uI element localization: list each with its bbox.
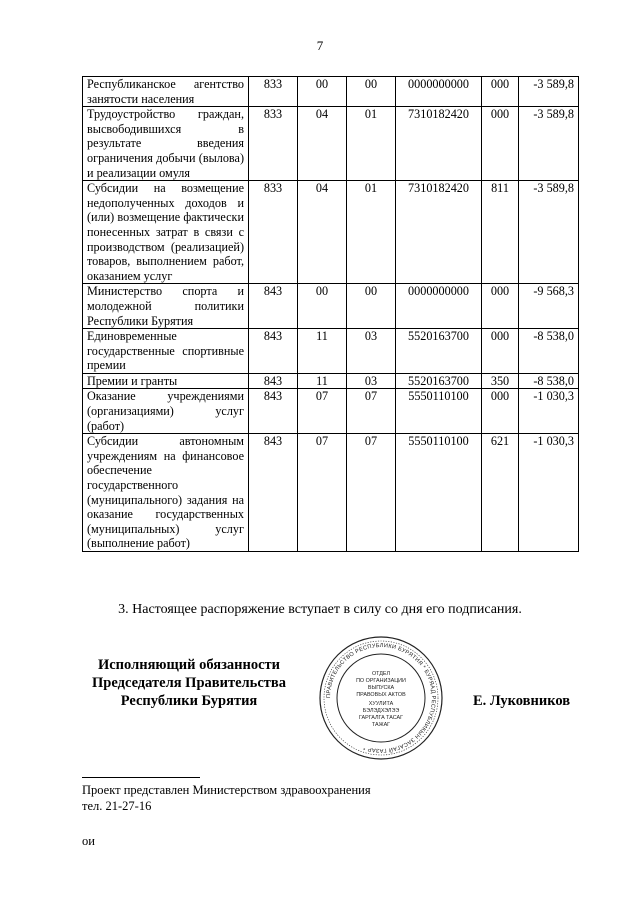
section-code: 04 (298, 181, 347, 284)
target-article-code: 7310182420 (396, 107, 482, 181)
row-name: Субсидии автономным учреждениям на финансовое обеспечение государственного (муниципального) задания на оказание государственных (муниципальных) услуг (выполнение работ) (83, 434, 249, 552)
signatory-title-line: Республики Бурятия (120, 693, 258, 709)
amount: -3 589,8 (519, 77, 579, 107)
table-row (83, 373, 579, 389)
stamp-line: ПО ОРГАНИЗАЦИИ (356, 678, 406, 684)
subsection-code: 01 (347, 181, 396, 284)
expense-type-code: 621 (482, 434, 519, 552)
target-article-code: 5550110100 (396, 434, 482, 552)
row-name: Трудоустройство граждан, высвободившихся в результате введения ограничения добычи (вылова) и реализации омуля (83, 107, 249, 181)
amount: -1 030,3 (519, 389, 579, 434)
amount: -3 589,8 (519, 181, 579, 284)
table-row (83, 284, 579, 329)
target-article-code: 7310182420 (396, 181, 482, 284)
ministry-code: 843 (249, 434, 298, 552)
ministry-code: 843 (249, 389, 298, 434)
footnote-divider (82, 777, 200, 778)
section-code: 04 (298, 107, 347, 181)
signatory-title (72, 656, 306, 710)
subsection-code: 07 (347, 434, 396, 552)
stamp-line: ХУУЛИТА (368, 701, 394, 707)
expense-type-code: 000 (482, 389, 519, 434)
amount: -8 538,0 (519, 329, 579, 374)
amount: -1 030,3 (519, 434, 579, 552)
target-article-code: 5550110100 (396, 389, 482, 434)
row-name: Субсидии на возмещение недополученных доходов и (или) возмещение фактически понесенных затрат в связи с производством (реализацией) товаров, выполнением работ, оказанием услуг (83, 181, 249, 284)
section-code: 11 (298, 373, 347, 389)
footnote (82, 782, 371, 814)
svg-text:ПРАВИТЕЛЬСТВО РЕСПУБЛИКИ БУРЯТ (326, 643, 436, 754)
page-number: 7 (316, 38, 324, 53)
target-article-code: 0000000000 (396, 77, 482, 107)
stamp-line: БЭЛЭДХЭЛЭЭ (362, 708, 400, 714)
stamp-line: ВЫПУСКА (367, 685, 395, 691)
expense-type-code: 000 (482, 329, 519, 374)
signatory-title-line: Исполняющий обязанности (97, 657, 281, 673)
amount: -8 538,0 (519, 373, 579, 389)
stamp-ring-text: ПРАВИТЕЛЬСТВО РЕСПУБЛИКИ БУРЯТИЯ * БУРЯАД РЕСПУБЛИКЫН ЗАСАГАЙ ГАЗАР * (325, 642, 437, 754)
table-row (83, 107, 579, 181)
section-code: 00 (298, 284, 347, 329)
footnote-phone: тел. 21-27-16 (82, 799, 152, 813)
stamp-line: ГАРГАЛГА ТАСАГ (358, 715, 404, 721)
expense-type-code: 811 (482, 181, 519, 284)
expense-type-code: 000 (482, 77, 519, 107)
subsection-code: 00 (347, 77, 396, 107)
section-code: 07 (298, 434, 347, 552)
target-article-code: 0000000000 (396, 284, 482, 329)
ministry-code: 833 (249, 107, 298, 181)
ministry-code: 843 (249, 373, 298, 389)
expense-type-code: 000 (482, 107, 519, 181)
footnote-project: Проект представлен Министерством здравоохранения (82, 783, 371, 797)
ministry-code: 833 (249, 77, 298, 107)
stamp-line: ОТДЕЛ (371, 671, 391, 677)
ministry-code: 833 (249, 181, 298, 284)
row-name: Республиканское агентство занятости населения (83, 77, 249, 107)
table-row (83, 329, 579, 374)
expense-type-code: 000 (482, 284, 519, 329)
stamp-line: ТАЖАГ (371, 722, 391, 728)
table-row (83, 389, 579, 434)
document-code: ои (82, 834, 95, 848)
expense-type-code: 350 (482, 373, 519, 389)
effective-clause: 3. Настоящее распоряжение вступает в силу со дня его подписания. (118, 602, 522, 617)
signer-name: Е. Луковников (473, 693, 571, 709)
section-code: 11 (298, 329, 347, 374)
target-article-code: 5520163700 (396, 329, 482, 374)
row-name: Премии и гранты (83, 373, 249, 389)
row-name: Оказание учреждениями (организациями) услуг (работ) (83, 389, 249, 434)
subsection-code: 00 (347, 284, 396, 329)
table-row (83, 181, 579, 284)
section-code: 00 (298, 77, 347, 107)
budget-table (82, 76, 579, 552)
table-row (83, 434, 579, 552)
ministry-code: 843 (249, 329, 298, 374)
stamp-line: ПРАВОВЫХ АКТОВ (356, 692, 406, 698)
table-row (83, 77, 579, 107)
amount: -9 568,3 (519, 284, 579, 329)
row-name: Министерство спорта и молодежной политики Республики Бурятия (83, 284, 249, 329)
subsection-code: 07 (347, 389, 396, 434)
target-article-code: 5520163700 (396, 373, 482, 389)
ministry-code: 843 (249, 284, 298, 329)
amount: -3 589,8 (519, 107, 579, 181)
subsection-code: 03 (347, 373, 396, 389)
official-stamp (318, 635, 444, 761)
subsection-code: 01 (347, 107, 396, 181)
subsection-code: 03 (347, 329, 396, 374)
signatory-title-line: Председателя Правительства (92, 675, 286, 691)
row-name: Единовременные государственные спортивные премии (83, 329, 249, 374)
section-code: 07 (298, 389, 347, 434)
